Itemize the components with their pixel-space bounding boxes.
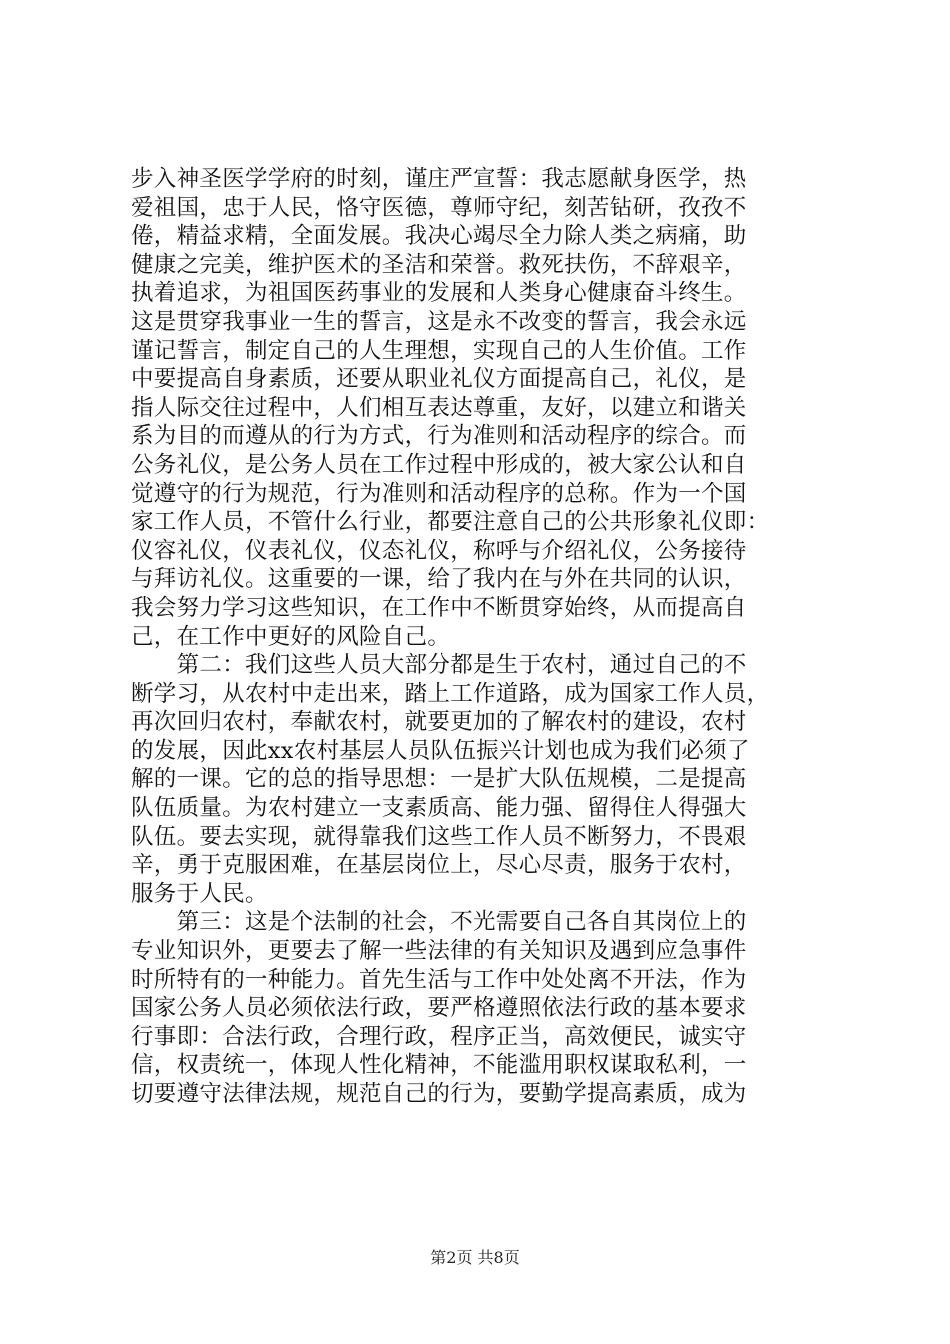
text-line: 爱祖国，忠于人民，恪守医德，尊师守纪，刻苦钻研，孜孜不: [131, 194, 747, 221]
text-line: 服务于人民。: [131, 880, 268, 907]
text-line: 信，权责统一，体现人性化精神，不能滥用职权谋取私利，一: [131, 1052, 747, 1079]
text-line: 辛，勇于克服困难，在基层岗位上，尽心尽责，服务于农村，: [131, 852, 747, 879]
text-line: 的发展，因此xx农村基层人员队伍振兴计划也成为我们必须了: [131, 737, 750, 764]
text-line: 国家公务人员必须依法行政，要严格遵照依法行政的基本要求: [131, 995, 747, 1022]
text-line: 我会努力学习这些知识，在工作中不断贯穿始终，从而提高自: [131, 594, 747, 621]
text-line: 与拜访礼仪。这重要的一课，给了我内在与外在共同的认识，: [131, 566, 747, 593]
text-line: 执着追求，为祖国医药事业的发展和人类身心健康奋斗终生。: [131, 280, 747, 307]
text-line: 家工作人员，不管什么行业，都要注意自己的公共形象礼仪即：: [131, 509, 770, 536]
text-line: 这是贯穿我事业一生的誓言，这是永不改变的誓言，我会永远: [131, 308, 747, 335]
text-line: 再次回归农村，奉献农村，就要更加的了解农村的建设，农村: [131, 709, 747, 736]
text-line: 断学习，从农村中走出来，踏上工作道路，成为国家工作人员，: [131, 680, 770, 707]
text-line: 倦，精益求精，全面发展。我决心竭尽全力除人类之病痛，助: [131, 223, 747, 250]
text-line: 谨记誓言，制定自己的人生理想，实现自己的人生价值。工作: [131, 337, 747, 364]
text-line: 队伍质量。为农村建立一支素质高、能力强、留得住人得强大: [131, 795, 747, 822]
text-line: 中要提高自身素质，还要从职业礼仪方面提高自己，礼仪，是: [131, 366, 747, 393]
text-line: 专业知识外，更要去了解一些法律的有关知识及遇到应急事件: [131, 938, 747, 965]
text-line: 时所特有的一种能力。首先生活与工作中处处离不开法，作为: [131, 966, 747, 993]
text-line: 己，在工作中更好的风险自己。: [131, 623, 451, 650]
text-line: 步入神圣医学学府的时刻，谨庄严宣誓：我志愿献身医学，热: [131, 166, 747, 192]
text-line: 公务礼仪，是公务人员在工作过程中形成的，被大家公认和自: [131, 451, 747, 478]
text-line: 队伍。要去实现，就得靠我们这些工作人员不断努力，不畏艰: [131, 823, 747, 850]
text-line: 第三：这是个法制的社会，不光需要自己各自其岗位上的: [131, 909, 747, 936]
text-line: 系为目的而遵从的行为方式，行为准则和活动程序的综合。而: [131, 423, 747, 450]
text-line: 仪容礼仪，仪表礼仪，仪态礼仪，称呼与介绍礼仪，公务接待: [131, 537, 747, 564]
text-line: 切要遵守法律法规，规范自己的行为，要勤学提高素质，成为: [131, 1081, 747, 1107]
text-line: 健康之完美，维护医术的圣洁和荣誉。救死扶伤，不辞艰辛，: [131, 251, 747, 278]
text-line: 第二：我们这些人员大部分都是生于农村，通过自己的不: [131, 652, 747, 679]
page-number-label: 第2页 共8页: [430, 1248, 520, 1267]
text-line: 行事即：合法行政，合理行政，程序正当，高效便民，诚实守: [131, 1023, 747, 1050]
text-line: 解的一课。它的总的指导思想：一是扩大队伍规模，二是提高: [131, 766, 747, 793]
text-line: 指人际交往过程中，人们相互表达尊重，友好，以建立和谐关: [131, 394, 747, 421]
document-body: [131, 165, 829, 1109]
text-line: 觉遵守的行为规范，行为准则和活动程序的总称。作为一个国: [131, 480, 747, 507]
page-footer: [0, 1245, 950, 1268]
